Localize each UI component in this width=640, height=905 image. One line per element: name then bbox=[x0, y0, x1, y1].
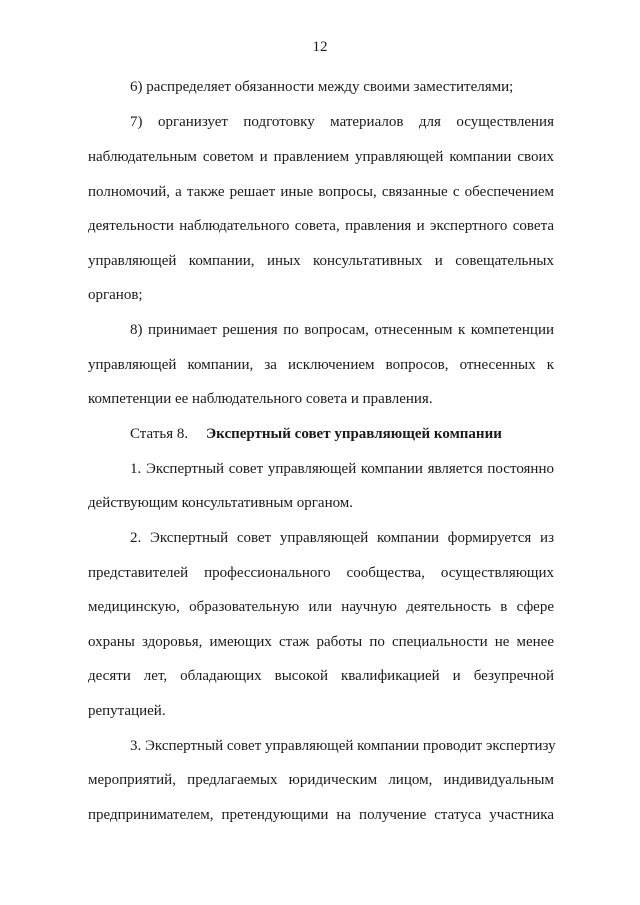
paragraph-line: управляющей компании, за исключением вопросов, отнесенных к bbox=[88, 357, 554, 373]
paragraph-line: полномочий, а также решает иные вопросы, связанные с обеспечением bbox=[88, 184, 554, 200]
paragraph-line: 7) организует подготовку материалов для осуществления bbox=[130, 114, 554, 130]
paragraph-line: наблюдательным советом и правлением управляющей компании своих bbox=[88, 149, 554, 165]
paragraph-line: предпринимателем, претендующими на получение статуса участника bbox=[88, 807, 554, 823]
paragraph-line: медицинскую, образовательную или научную деятельность в сфере bbox=[88, 599, 554, 615]
paragraph-line: управляющей компании, иных консультативных и совещательных bbox=[88, 253, 554, 269]
paragraph-line: охраны здоровья, имеющих стаж работы по специальности не менее bbox=[88, 634, 554, 650]
page-number: 12 bbox=[312, 39, 328, 55]
paragraph-line: 1. Экспертный совет управляющей компании является постоянно bbox=[130, 461, 554, 477]
paragraph-line: десяти лет, обладающих высокой квалификацией и безупречной bbox=[88, 668, 554, 684]
paragraph-line: действующим консультативным органом. bbox=[88, 495, 354, 511]
paragraph-line: 3. Экспертный совет управляющей компании проводит экспертизу bbox=[130, 738, 556, 754]
article-number: Статья 8. bbox=[130, 426, 189, 442]
article-title: Экспертный совет управляющей компании bbox=[206, 426, 502, 442]
paragraph-line: компетенции ее наблюдательного совета и правления. bbox=[88, 391, 433, 407]
paragraph-line: 2. Экспертный совет управляющей компании формируется из bbox=[130, 530, 554, 546]
article-heading bbox=[130, 424, 502, 444]
paragraph-line: представителей профессионального сообщества, осуществляющих bbox=[88, 565, 554, 581]
paragraph-line: 6) распределяет обязанности между своими заместителями; bbox=[130, 79, 514, 95]
paragraph-line: мероприятий, предлагаемых юридическим лицом, индивидуальным bbox=[88, 772, 554, 788]
paragraph-line: репутацией. bbox=[88, 703, 166, 719]
paragraph-line: деятельности наблюдательного совета, правления и экспертного совета bbox=[88, 218, 554, 234]
paragraph-line: органов; bbox=[88, 287, 143, 303]
paragraph-line: 8) принимает решения по вопросам, отнесенным к компетенции bbox=[130, 322, 554, 338]
